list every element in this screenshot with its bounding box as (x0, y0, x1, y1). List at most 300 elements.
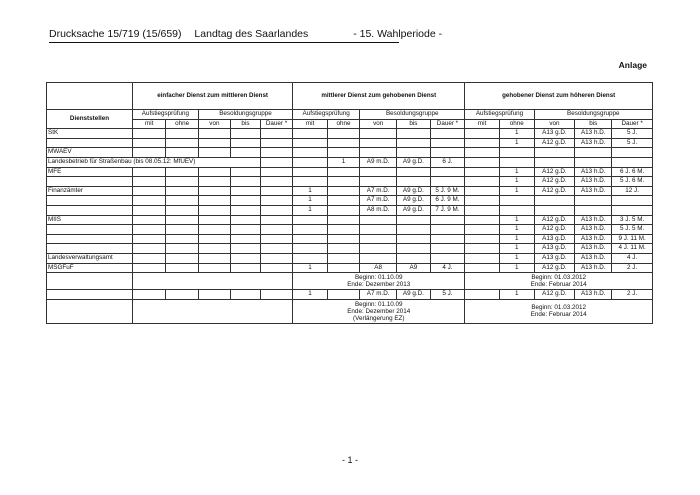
table-cell (575, 148, 612, 158)
table-cell (198, 263, 230, 273)
table-cell (397, 167, 430, 177)
table-cell (293, 253, 328, 263)
table-cell (260, 196, 292, 206)
table-cell (47, 299, 133, 323)
table-cell (198, 225, 230, 235)
table-cell (47, 205, 133, 215)
table-cell: 1 (499, 177, 534, 187)
table-cell: 7 J. 9 M. (430, 205, 465, 215)
promotion-table (46, 82, 653, 324)
table-cell (465, 225, 500, 235)
table-cell (260, 148, 292, 158)
table-cell: 1 (499, 253, 534, 263)
note-line: Ende: Februar 2014 (530, 281, 587, 289)
col-bis: bis (231, 119, 261, 129)
table-cell: 1 (499, 263, 534, 273)
table-cell: 5 J. 6 M. (612, 177, 653, 187)
col-bis: bis (397, 119, 430, 129)
table-cell (260, 167, 292, 177)
table-cell (465, 263, 500, 273)
table-cell (198, 215, 230, 225)
table-cell: Landesverwaltungsamt (47, 253, 133, 263)
table-cell (198, 148, 230, 158)
table-cell (293, 167, 328, 177)
table-cell (231, 225, 261, 235)
table-cell (231, 177, 261, 187)
table-cell (231, 253, 261, 263)
note-line: Ende: Dezember 2013 (347, 281, 411, 289)
table-cell (327, 186, 359, 196)
table-cell (612, 157, 653, 167)
table-cell (166, 177, 198, 187)
table-cell (231, 196, 261, 206)
table-cell: A7 m.D. (360, 290, 397, 300)
group-header-row (47, 83, 653, 110)
table-cell (397, 234, 430, 244)
table-cell (327, 177, 359, 187)
table-cell (360, 129, 397, 139)
table-cell (198, 290, 230, 300)
note-line: Beginn: 01.10.09 (354, 274, 403, 282)
dienststellen-header: Dienststellen (47, 110, 133, 129)
table-cell (293, 244, 328, 254)
table-cell (47, 244, 133, 254)
table-row (47, 234, 653, 244)
table-cell (327, 205, 359, 215)
table-row (47, 215, 653, 225)
table-cell (327, 290, 359, 300)
table-cell: A13 g.D. (534, 253, 575, 263)
table-cell (198, 167, 230, 177)
note-line: Beginn: 01.03.2012 (531, 304, 586, 312)
table-cell (397, 244, 430, 254)
column-header-row (47, 119, 653, 129)
table-cell (231, 234, 261, 244)
col-von: von (360, 119, 397, 129)
table-cell (293, 215, 328, 225)
table-cell (231, 129, 261, 139)
note-line: Beginn: 01.03.2012 (531, 274, 586, 282)
table-cell (260, 253, 292, 263)
table-row (47, 253, 653, 263)
table-cell (198, 186, 230, 196)
table-cell (260, 215, 292, 225)
table-cell (327, 225, 359, 235)
table-cell: 12 J. (612, 186, 653, 196)
aufstieg-header-1: Aufstiegsprüfung (133, 110, 199, 120)
table-cell (47, 273, 133, 290)
table-cell: 4 J. (430, 263, 465, 273)
table-cell: A12 g.D. (534, 186, 575, 196)
group-einfach: einfacher Dienst zum mittleren Dienst (133, 83, 293, 110)
table-cell (360, 244, 397, 254)
table-cell: StK (47, 129, 133, 139)
anlage-label: Anlage (618, 60, 647, 70)
table-cell (430, 138, 465, 148)
table-cell (47, 225, 133, 235)
table-cell: A13 g.D. (534, 234, 575, 244)
table-cell (133, 244, 166, 254)
table-cell (430, 225, 465, 235)
table-cell (465, 129, 500, 139)
table-cell: 1 (499, 290, 534, 300)
table-cell (430, 148, 465, 158)
col-von: von (534, 119, 575, 129)
table-cell (198, 253, 230, 263)
table-cell: A13 h.D. (575, 177, 612, 187)
table-cell (575, 205, 612, 215)
note-line: Beginn: 01.10.09 (354, 300, 403, 308)
col-ohne: ohne (327, 119, 359, 129)
table-cell (198, 129, 230, 139)
table-cell (397, 129, 430, 139)
table-cell: A12 g.D. (534, 177, 575, 187)
table-cell (133, 273, 293, 290)
table-cell: 1 (293, 263, 328, 273)
table-cell (575, 157, 612, 167)
table-cell: A9 m.D. (360, 157, 397, 167)
col-dauer: Dauer * (612, 119, 653, 129)
col-mit: mit (133, 119, 166, 129)
table-cell (360, 138, 397, 148)
table-cell (327, 129, 359, 139)
table-cell (327, 263, 359, 273)
table-cell (133, 263, 166, 273)
table-cell: 9 J. 11 M. (612, 234, 653, 244)
table-cell (612, 196, 653, 206)
table-cell (260, 138, 292, 148)
table-cell (575, 196, 612, 206)
table-cell: 2 J. (612, 263, 653, 273)
col-mit: mit (293, 119, 328, 129)
table-row (47, 186, 653, 196)
table-cell (133, 234, 166, 244)
table-cell: A13 h.D. (575, 234, 612, 244)
table-cell (360, 253, 397, 263)
col-mit: mit (465, 119, 500, 129)
table-cell (133, 225, 166, 235)
table-cell (360, 148, 397, 158)
table-cell (465, 138, 500, 148)
table-cell: A12 g.D. (534, 167, 575, 177)
table-cell (198, 196, 230, 206)
table-cell: 1 (499, 225, 534, 235)
table-cell (231, 290, 261, 300)
table-cell (327, 148, 359, 158)
table-cell (293, 148, 328, 158)
table-cell (47, 196, 133, 206)
table-cell (360, 177, 397, 187)
parliament-name: Landtag des Saarlandes (194, 28, 309, 40)
table-cell (47, 234, 133, 244)
note-line: Ende: Dezember 2014 (347, 307, 411, 315)
table-cell (166, 196, 198, 206)
table-cell: 1 (499, 138, 534, 148)
table-cell (430, 177, 465, 187)
table-cell (260, 263, 292, 273)
table-cell (198, 205, 230, 215)
table-cell (612, 148, 653, 158)
table-cell: A9 g.D. (397, 205, 430, 215)
table-cell: 5 J. (430, 290, 465, 300)
table-cell (397, 177, 430, 187)
table-cell (166, 148, 198, 158)
table-cell (293, 225, 328, 235)
table-cell (430, 167, 465, 177)
col-dauer: Dauer * (430, 119, 465, 129)
table-cell (465, 196, 500, 206)
table-cell (465, 299, 653, 323)
table-cell (465, 205, 500, 215)
table-cell (260, 225, 292, 235)
doc-number: Drucksache 15/719 (15/659) (49, 28, 182, 40)
table-cell: A13 h.D. (575, 253, 612, 263)
table-cell (360, 215, 397, 225)
table-cell (198, 234, 230, 244)
table-cell (133, 148, 166, 158)
table-cell (430, 215, 465, 225)
table-cell (166, 215, 198, 225)
table-cell (465, 177, 500, 187)
table-cell (534, 196, 575, 206)
table-cell (293, 138, 328, 148)
col-ohne: ohne (499, 119, 534, 129)
table-cell: Finanzämter (47, 186, 133, 196)
table-cell (499, 148, 534, 158)
table-row (47, 225, 653, 235)
table-cell (133, 129, 166, 139)
table-cell (397, 138, 430, 148)
table-cell (231, 167, 261, 177)
table-row (47, 205, 653, 215)
table-row (47, 167, 653, 177)
table-cell: A13 h.D. (575, 290, 612, 300)
table-cell: 1 (499, 186, 534, 196)
page-number: - 1 - (341, 455, 358, 465)
table-cell (534, 205, 575, 215)
table-cell: MWAEV (47, 148, 133, 158)
table-cell (166, 167, 198, 177)
note-row (47, 299, 653, 323)
table-cell: A9 g.D. (397, 186, 430, 196)
table-cell (133, 177, 166, 187)
table-cell (133, 253, 166, 263)
table-cell (166, 205, 198, 215)
table-cell: A13 h.D. (575, 244, 612, 254)
table-cell: 5 J. 9 M. (430, 186, 465, 196)
table-cell (499, 196, 534, 206)
table-cell (430, 234, 465, 244)
table-cell: A8 (360, 263, 397, 273)
table-cell: MSGFuF (47, 263, 133, 273)
table-cell (133, 290, 166, 300)
table-cell (293, 234, 328, 244)
table-cell (198, 244, 230, 254)
table-row (47, 157, 653, 167)
table-cell: 5 J. (612, 129, 653, 139)
table-cell: MFE (47, 167, 133, 177)
table-cell (260, 244, 292, 254)
table-cell: 1 (499, 244, 534, 254)
table-cell (231, 215, 261, 225)
subheader-row (47, 110, 653, 120)
table-cell (465, 186, 500, 196)
table-cell (166, 186, 198, 196)
table-cell: 4 J. (612, 253, 653, 263)
table-cell (133, 299, 293, 323)
table-cell: 5 J. 5 M. (612, 225, 653, 235)
table-cell (327, 196, 359, 206)
table-row (47, 196, 653, 206)
table-cell (534, 157, 575, 167)
table-cell: 1 (499, 234, 534, 244)
table-cell (465, 148, 500, 158)
table-cell (198, 138, 230, 148)
table-cell (133, 167, 166, 177)
table-cell (612, 205, 653, 215)
table-cell (465, 253, 500, 263)
table-cell (231, 138, 261, 148)
note-row (47, 273, 653, 290)
table-cell: A13 g.D. (534, 244, 575, 254)
table-cell (231, 186, 261, 196)
table-cell (397, 215, 430, 225)
besoldung-header-3: Besoldungsgruppe (534, 110, 652, 120)
table-cell: 4 J. 11 M. (612, 244, 653, 254)
table-cell: A12 g.D. (534, 225, 575, 235)
table-cell (198, 177, 230, 187)
table-cell: A13 h.D. (575, 186, 612, 196)
table-cell: A12 g.D. (534, 215, 575, 225)
table-cell (260, 234, 292, 244)
table-cell: A8 m.D. (360, 205, 397, 215)
table-cell (133, 205, 166, 215)
table-cell (260, 157, 292, 167)
table-cell: A13 h.D. (575, 215, 612, 225)
table-cell: A13 h.D. (575, 167, 612, 177)
table-cell (166, 138, 198, 148)
note-line: Ende: Februar 2014 (530, 311, 587, 319)
besoldung-header-2: Besoldungsgruppe (360, 110, 465, 120)
table-cell (133, 196, 166, 206)
table-cell (260, 129, 292, 139)
table-cell: 1 (327, 157, 359, 167)
table-cell: A12 g.D. (534, 290, 575, 300)
document-header (49, 28, 442, 40)
table-cell: A9 (397, 263, 430, 273)
table-cell: 2 J. (612, 290, 653, 300)
table-cell (327, 138, 359, 148)
table-cell (166, 244, 198, 254)
table-row (47, 244, 653, 254)
table-cell: 1 (293, 205, 328, 215)
table-row (47, 177, 653, 187)
legislative-period: - 15. Wahlperiode - (353, 28, 443, 40)
table-row (47, 138, 653, 148)
table-cell (465, 244, 500, 254)
table-row (47, 129, 653, 139)
table-cell (293, 177, 328, 187)
table-cell (166, 290, 198, 300)
table-cell (327, 167, 359, 177)
table-cell (397, 148, 430, 158)
table-cell: A13 h.D. (575, 263, 612, 273)
table-cell (166, 234, 198, 244)
table-cell: A9 g.D. (397, 157, 430, 167)
table-cell: 1 (293, 186, 328, 196)
empty-corner (47, 83, 133, 110)
table-cell (499, 205, 534, 215)
table-cell: A7 m.D. (360, 196, 397, 206)
table-cell (465, 273, 653, 290)
aufstieg-header-2: Aufstiegsprüfung (293, 110, 360, 120)
table-cell: A12 g.D. (534, 263, 575, 273)
table-cell (231, 263, 261, 273)
table-cell: 6 J. (430, 157, 465, 167)
table-cell: 1 (293, 196, 328, 206)
table-cell (327, 244, 359, 254)
table-cell (260, 186, 292, 196)
besoldung-header-1: Besoldungsgruppe (198, 110, 292, 120)
col-bis: bis (575, 119, 612, 129)
table-cell (47, 138, 133, 148)
group-mittel: mittlerer Dienst zum gehobenen Dienst (293, 83, 465, 110)
table-cell (465, 234, 500, 244)
table-cell (465, 290, 500, 300)
table-cell: A13 g.D. (534, 129, 575, 139)
table-cell (166, 263, 198, 273)
table-cell (133, 138, 166, 148)
col-ohne: ohne (166, 119, 198, 129)
table-cell (465, 215, 500, 225)
col-von: von (198, 119, 230, 129)
table-cell (327, 253, 359, 263)
table-cell: A13 h.D. (575, 138, 612, 148)
table-cell (166, 129, 198, 139)
table-cell (133, 215, 166, 225)
table-cell: A12 g.D. (534, 138, 575, 148)
table-cell (293, 273, 465, 290)
table-cell (293, 299, 465, 323)
table-cell: 6 J. 9 M. (430, 196, 465, 206)
table-cell: MIIS (47, 215, 133, 225)
header-rule (49, 42, 399, 43)
table-cell: 3 J. 5 M. (612, 215, 653, 225)
table-cell: A7 m.D. (360, 186, 397, 196)
table-cell (47, 177, 133, 187)
table-cell (360, 225, 397, 235)
table-cell: A13 h.D. (575, 225, 612, 235)
table-cell (166, 225, 198, 235)
table-cell (231, 205, 261, 215)
table-cell: 1 (499, 167, 534, 177)
table-cell (260, 177, 292, 187)
table-cell (499, 157, 534, 167)
table-cell (293, 157, 328, 167)
table-cell (397, 225, 430, 235)
table-cell: Landesbetrieb für Straßenbau (bis 08.05.12: MfUEV) (47, 157, 261, 167)
aufstieg-header-3: Aufstiegsprüfung (465, 110, 534, 120)
table-row (47, 290, 653, 300)
table-cell (133, 186, 166, 196)
table-cell (534, 148, 575, 158)
table-cell (430, 244, 465, 254)
table-cell: 5 J. (612, 138, 653, 148)
table-cell: 1 (499, 215, 534, 225)
table-cell (360, 234, 397, 244)
table-cell (327, 215, 359, 225)
group-gehoben: gehobener Dienst zum höheren Dienst (465, 83, 653, 110)
